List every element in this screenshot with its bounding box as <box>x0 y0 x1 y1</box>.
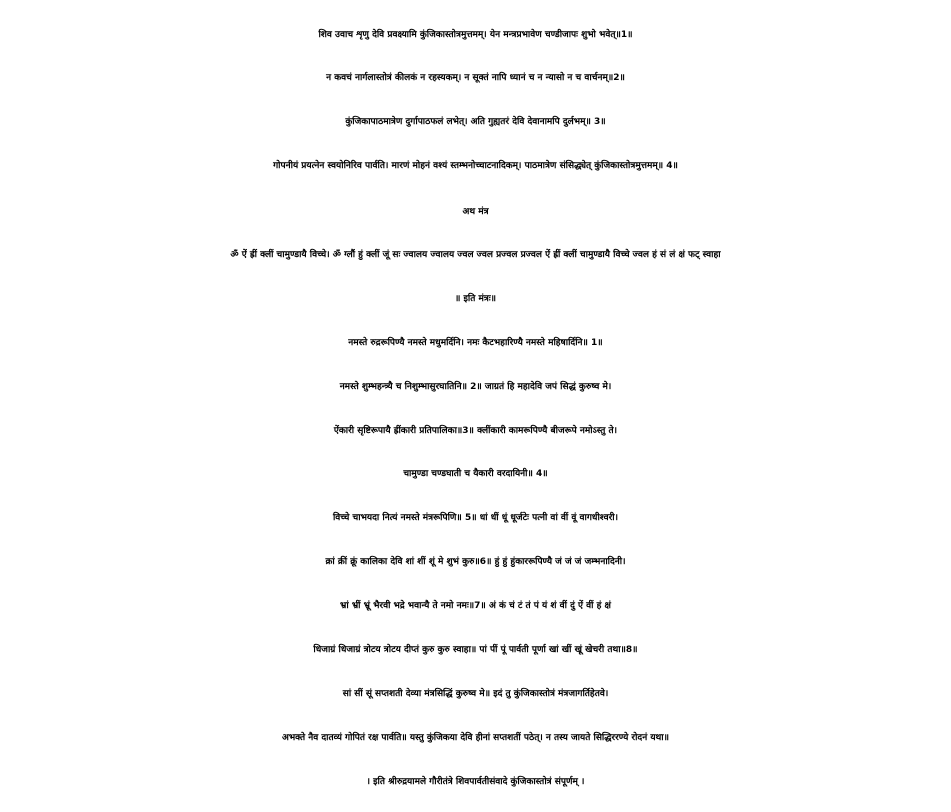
verse-line-11: भ्रां भ्रीं भ्रूं भैरवी भद्रे भवान्यै ते नमो नमः॥7॥ अं कं चं टं तं पं यं शं वीं दुं ऐं वीं हं क्षं <box>340 601 611 611</box>
mantra-end-line: ॥ इति मंत्रः॥ <box>454 294 497 304</box>
verse-line-1: शिव उवाच शृणु देवि प्रवक्ष्यामि कुंजिकास्तोत्रमुत्तमम्। येन मन्त्रप्रभावेण चण्डीजापः शुभो भवेत्॥1॥ <box>318 30 633 40</box>
verse-line-14: अभक्ते नैव दातव्यं गोपितं रक्ष पार्वति॥ यस्तु कुंजिकया देवि हीनां सप्तशतीं पठेत्। न तस्य जायते सिद्धिररण्ये रोदनं यथा॥ <box>281 733 670 743</box>
verse-line-10: क्रां क्रीं क्रूं कालिका देवि शां शीं शूं मे शुभं कुरु॥6॥ हुं हुं हुंकाररूपिण्यै जं जं जं जम्भनादिनी। <box>325 557 626 567</box>
verse-line-12: धिजाग्रं धिजाग्रं त्रोटय त्रोटय दीप्तं कुरु कुरु स्वाहा॥ पां पीं पूं पार्वती पूर्णा खां खीं खूं खेचरी तथा॥8॥ <box>313 645 638 655</box>
verse-line-13: सां सीं सूं सप्तशती देव्या मंत्रसिद्धिं कुरुष्व मे॥ इदं तु कुंजिकास्तोत्रं मंत्रजागर्तिहेतवे। <box>342 689 609 699</box>
verse-line-6: नमस्ते शुम्भहन्त्र्यै च निशुम्भासुरघातिनि॥ 2॥ जाग्रतं हि महादेवि जपं सिद्धं कुरुष्व मे। <box>339 382 612 392</box>
verse-line-4: गोपनीयं प्रयत्नेन स्वयोनिरिव पार्वति। मारणं मोहनं वश्यं स्तम्भनोच्चाटनादिकम्। पाठमात्रेण संसिद्ध्येत् कुंजिकास्तोत्रमुत्तमम्॥ 4॥ <box>273 161 678 171</box>
verse-line-7: ऐंकारी सृष्टिरूपायै ह्रींकारी प्रतिपालिका॥3॥ क्लींकारी कामरूपिण्यै बीजरूपे नमोऽस्तु ते। <box>333 426 618 436</box>
section-heading-mantra: अथ मंत्र <box>462 207 489 217</box>
verse-line-8: चामुण्डा चण्डघाती च यैकारी वरदायिनी॥ 4॥ <box>403 469 548 479</box>
verse-line-3: कुंजिकापाठमात्रेण दुर्गापाठफलं लभेत्। अति गुह्यतरं देवि देवानामपि दुर्लभम्॥ 3॥ <box>345 117 606 127</box>
verse-line-2: न कवचं नार्गलास्तोत्रं कीलकं न रहस्यकम्। न सूक्तं नापि ध्यानं च न न्यासो न च वार्चनम्॥2॥ <box>326 73 625 83</box>
colophon-line: । इति श्रीरुद्रयामले गौरीतंत्रे शिवपार्वतीसंवादे कुंजिकास्तोत्रं संपूर्णम् । <box>366 777 585 787</box>
mantra-line: ॐ ऐं ह्रीं क्लीं चामुण्डायै विच्चे। ॐ ग्लौं हुं क्लीं जूं सः ज्वालय ज्वालय ज्वल ज्वल प्रज्वल प्रज्वल ऐं ह्रीं क्लीं चामुण्डायै विच्चे ज्वल हं सं लं क्षं फट् स्वाहा <box>230 250 721 260</box>
verse-line-9: विच्चे चाभयदा नित्यं नमस्ते मंत्ररूपिणि॥ 5॥ धां धीं धूं धूर्जटेः पत्नी वां वीं वूं वागधीश्वरी। <box>332 513 619 523</box>
verse-line-5: नमस्ते रुद्ररूपिण्यै नमस्ते मधुमर्दिनि। नमः कैटभहारिण्यै नमस्ते महिषार्दिनि॥ 1॥ <box>348 338 603 348</box>
